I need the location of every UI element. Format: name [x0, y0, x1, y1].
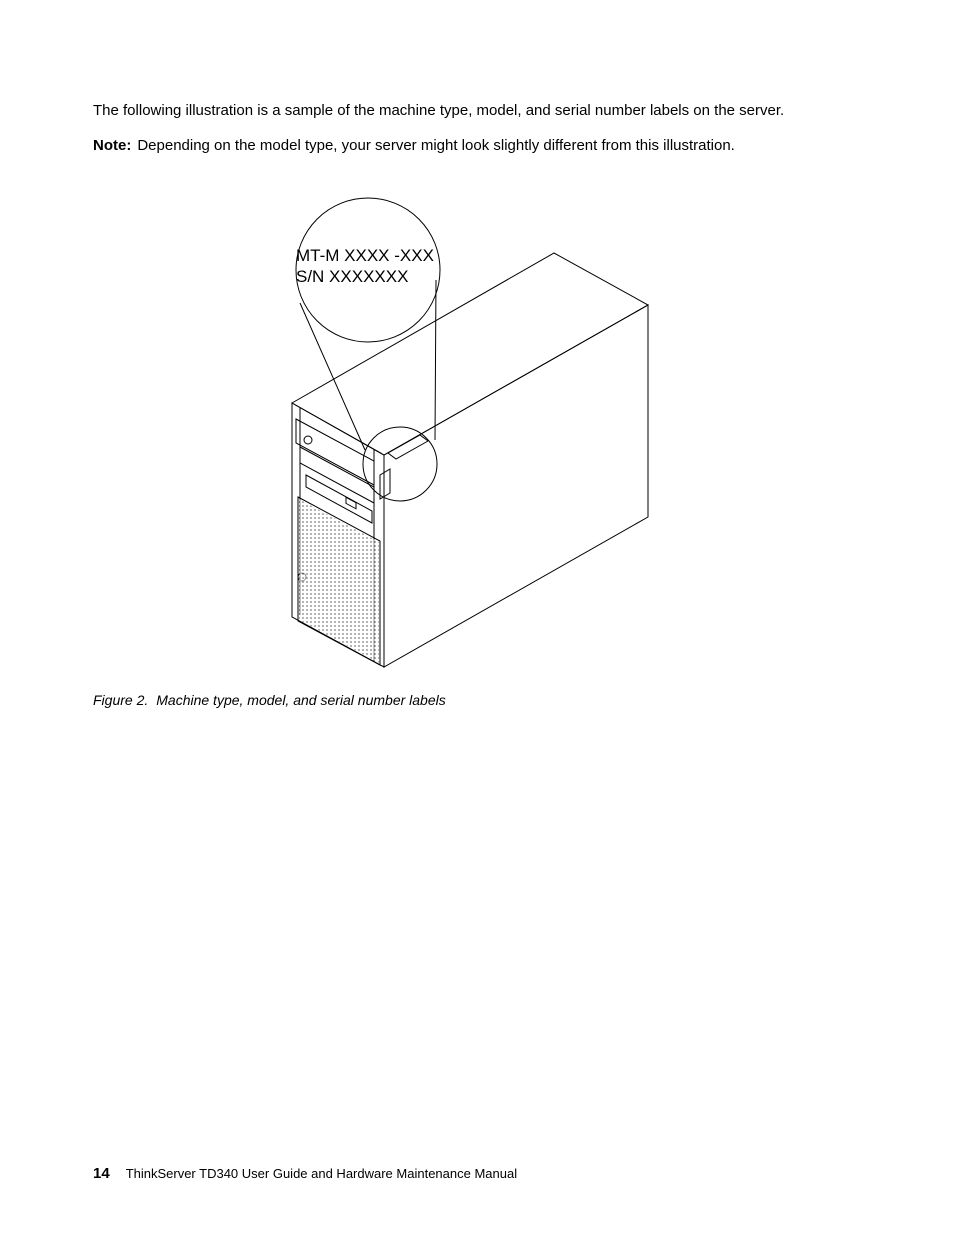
figure-caption: [93, 692, 446, 708]
figure-caption-number: Figure 2.: [93, 692, 149, 708]
server-illustration: [270, 185, 670, 675]
control-panel: [296, 419, 374, 485]
server-label-figure: [270, 185, 670, 675]
page-number: 14: [93, 1165, 110, 1182]
front-label-tag: [380, 469, 390, 499]
footer-title: ThinkServer TD340 User Guide and Hardware Maintenance Manual: [125, 1166, 518, 1181]
note-paragraph: [93, 136, 735, 156]
leader-line-left: [300, 303, 365, 450]
top-label-tag: [388, 435, 428, 459]
figure-caption-text: Machine type, model, and serial number labels: [156, 692, 446, 708]
note-text: Depending on the model type, your server might look slightly different from this illustration.: [137, 137, 735, 154]
intro-paragraph: The following illustration is a sample of the machine type, model, and serial number labels on the server.: [93, 102, 785, 119]
page-footer: [93, 1165, 517, 1182]
callout-mtm-text: MT-M XXXX -XXX: [296, 246, 434, 265]
tower-side-face: [384, 305, 648, 667]
note-label: Note:: [93, 137, 132, 154]
callout-sn-text: S/N XXXXXXX: [296, 267, 409, 286]
power-button: [304, 436, 312, 444]
leader-line-right: [435, 280, 436, 440]
